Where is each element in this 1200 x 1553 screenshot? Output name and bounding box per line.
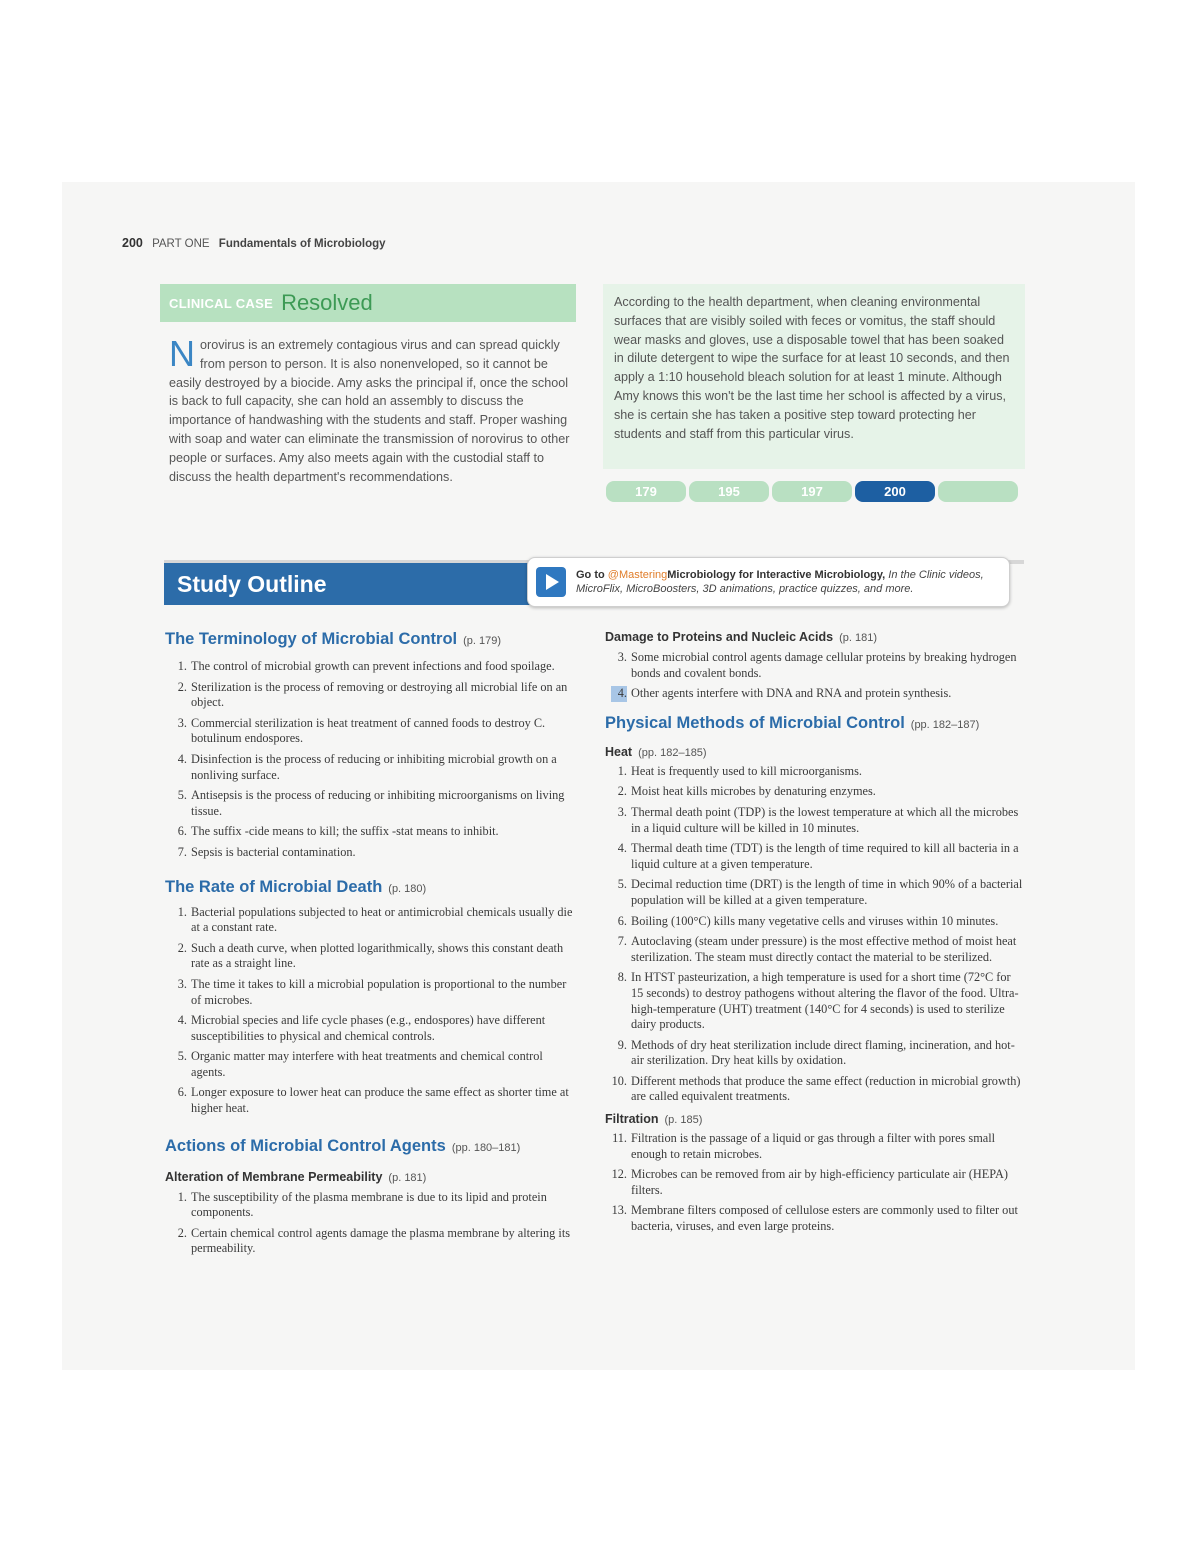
clinical-case-page-tabs bbox=[606, 481, 1018, 502]
heat-list bbox=[605, 764, 1025, 1105]
list-item: 13. Membrane filters composed of cellulose esters are commonly used to filter out bacteria, viruses, and even large proteins. bbox=[611, 1203, 1018, 1234]
list-item: 1. The control of microbial growth can prevent infections and food spoilage. bbox=[177, 659, 555, 673]
list-item: 4. Thermal death time (TDT) is the length of time required to kill all bacteria in a liquid culture at a given temperature. bbox=[617, 841, 1019, 871]
page-tab[interactable]: 197 bbox=[772, 481, 852, 502]
clinical-case-text-left bbox=[160, 333, 576, 486]
list-item: 12. Microbes can be removed from air by high-efficiency particulate air (HEPA) filters. bbox=[611, 1167, 1008, 1197]
page-tab-active[interactable]: 200 bbox=[855, 481, 935, 502]
list-item: 4. Disinfection is the process of reducing or inhibiting microbial growth on a nonliving surface. bbox=[177, 751, 557, 782]
clinical-case-paragraph-left: orovirus is an extremely contagious virus and can spread quickly from person to person. It is also nonenveloped, so it cannot be easily destroyed by a biocide. Amy asks the principal if, once the school is back to full capacity, she can hold an assembly to discuss the importance of handwashing with the students and staff. Proper washing with soap and water can eliminate the transmission of norovirus to other people or surfaces. Amy also meets again with the custodial staff to discuss the health department's recommendations. bbox=[169, 338, 570, 484]
list-item: 10. Different methods that produce the same effect (reduction in microbial growth) are called equivalent treatments. bbox=[611, 1073, 1021, 1104]
subsection-title: Alteration of Membrane Permeability (p. 181) bbox=[165, 1169, 427, 1184]
list-item: 1. Bacterial populations subjected to heat or antimicrobial chemicals usually die at a constant rate. bbox=[177, 904, 573, 935]
dropcap: N bbox=[169, 333, 195, 374]
mastering-brand: Microbiology for Interactive Microbiology, bbox=[667, 569, 886, 581]
list-item: 2. Sterilization is the process of removing or destroying all microbial life on an object. bbox=[177, 679, 568, 710]
mastering-text bbox=[576, 568, 1009, 596]
list-item: 3. Commercial sterilization is heat treatment of canned foods to destroy C. botulinum endospores. bbox=[177, 715, 546, 746]
study-outline-title: Study Outline bbox=[164, 563, 534, 605]
list-item: 7. Sepsis is bacterial contamination. bbox=[177, 844, 356, 859]
membrane-list bbox=[165, 1190, 577, 1257]
list-item: 1. The susceptibility of the plasma membrane is due to its lipid and protein components. bbox=[177, 1189, 547, 1220]
list-item: 6. The suffix -cide means to kill; the suffix -stat means to inhibit. bbox=[177, 824, 499, 839]
running-head bbox=[122, 236, 386, 250]
list-item: 2. Such a death curve, when plotted logarithmically, shows this constant death rate as a straight line. bbox=[177, 940, 564, 971]
clinical-case-status: Resolved bbox=[281, 290, 373, 315]
list-item: 1. Heat is frequently used to kill microorganisms. bbox=[617, 763, 862, 778]
subsection-title: Heat (pp. 182–185) bbox=[605, 744, 707, 759]
list-item: 5. Decimal reduction time (DRT) is the length of time in which 90% of a bacterial population will be killed at a given temperature. bbox=[617, 877, 1023, 907]
list-item: 3. Thermal death point (TDP) is the lowest temperature at which all the microbes in a liquid culture will be killed in 10 minutes. bbox=[617, 804, 1019, 835]
page-tab[interactable] bbox=[938, 481, 1018, 502]
list-item: 3. The time it takes to kill a microbial population is proportional to the number of microbes. bbox=[177, 976, 567, 1007]
outline-left-column bbox=[165, 630, 577, 1262]
list-item: 4. Microbial species and life cycle phases (e.g., endospores) have different susceptibilities to physical and chemical controls. bbox=[177, 1013, 546, 1043]
page-tab[interactable]: 195 bbox=[689, 481, 769, 502]
subsection-title: Filtration (p. 185) bbox=[605, 1112, 703, 1127]
list-item: 6. Boiling (100°C) kills many vegetative cells and viruses within 10 minutes. bbox=[617, 913, 999, 928]
filtration-list bbox=[605, 1131, 1025, 1235]
damage-list bbox=[605, 650, 1025, 702]
mastering-at: @Mastering bbox=[607, 569, 668, 581]
list-item: 5. Organic matter may interfere with heat treatments and chemical control agents. bbox=[177, 1049, 543, 1079]
list-item: 8. In HTST pasteurization, a high temperature is used for a short time (72°C for 15 seconds) to destroy pathogens without altering the flavor of the food. Ultra-high-temperature (UHT) treatment (140°C for 4 seconds) is used to sterilize dairy products. bbox=[617, 970, 1019, 1032]
mastering-callout[interactable] bbox=[527, 557, 1010, 607]
list-item: 4. Other agents interfere with DNA and RNA and protein synthesis. bbox=[605, 686, 1025, 702]
subsection-title: Damage to Proteins and Nucleic Acids (p. 181) bbox=[605, 630, 877, 644]
clinical-case-paragraph-right: According to the health department, when cleaning environmental surfaces that are visibly soiled with feces or vomitus, the staff should wear masks and gloves, use a disposable towel that has been soaked in dilute detergent to wipe the surface for at least 10 seconds, and then apply a 1:10 household bleach solution for at least 1 minute. Although Amy knows this won't be the last time her school is affected by a virus, she is certain she has taken a positive step toward protecting her students and staff from this particular virus. bbox=[614, 295, 1010, 441]
list-item: 11. Filtration is the passage of a liquid or gas through a filter with pores small enough to retain microbes. bbox=[612, 1131, 996, 1161]
book-title: Fundamentals of Microbiology bbox=[218, 238, 386, 250]
clinical-case-header bbox=[160, 284, 576, 322]
outline-right-column bbox=[605, 630, 1025, 1240]
list-item: 9. Methods of dry heat sterilization include direct flaming, incineration, and hot-air sterilization. Dry heat kills by oxidation. bbox=[617, 1037, 1015, 1068]
play-icon[interactable] bbox=[536, 567, 566, 597]
list-item: 7. Autoclaving (steam under pressure) is the most effective method of moist heat sterilization. The steam must directly contact the material to be sterilized. bbox=[617, 934, 1017, 964]
section-title: The Rate of Microbial Death (p. 180) bbox=[165, 877, 427, 896]
section-title: Actions of Microbial Control Agents (pp. 180–181) bbox=[165, 1136, 521, 1155]
rate-list bbox=[165, 905, 577, 1117]
page-number: 200 bbox=[122, 236, 143, 250]
section-title: The Terminology of Microbial Control (p. 179) bbox=[165, 630, 502, 648]
section-title: Physical Methods of Microbial Control (pp. 182–187) bbox=[605, 713, 980, 732]
list-item: 2. Moist heat kills microbes by denaturing enzymes. bbox=[617, 784, 876, 799]
clinical-case-tag: CLINICAL CASE bbox=[169, 295, 274, 311]
list-item: 2. Certain chemical control agents damage the plasma membrane by altering its permeability. bbox=[177, 1225, 571, 1256]
mastering-rest: In the Clinic videos, MicroFlix, MicroBoosters, 3D animations, practice quizzes, and more. bbox=[576, 569, 984, 595]
part-label: PART ONE bbox=[152, 238, 210, 250]
clinical-case-right bbox=[603, 284, 1025, 469]
clinical-case-left bbox=[160, 284, 576, 486]
page-tab[interactable]: 179 bbox=[606, 481, 686, 502]
list-item: 6. Longer exposure to lower heat can produce the same effect as shorter time at higher heat. bbox=[177, 1085, 569, 1116]
list-item: 3. Some microbial control agents damage cellular proteins by breaking hydrogen bonds and covalent bonds. bbox=[617, 650, 1017, 680]
mastering-go-to: Go to bbox=[576, 569, 605, 581]
list-item: 5. Antisepsis is the process of reducing or inhibiting microorganisms on living tissue. bbox=[177, 788, 565, 818]
terminology-list bbox=[165, 659, 577, 861]
